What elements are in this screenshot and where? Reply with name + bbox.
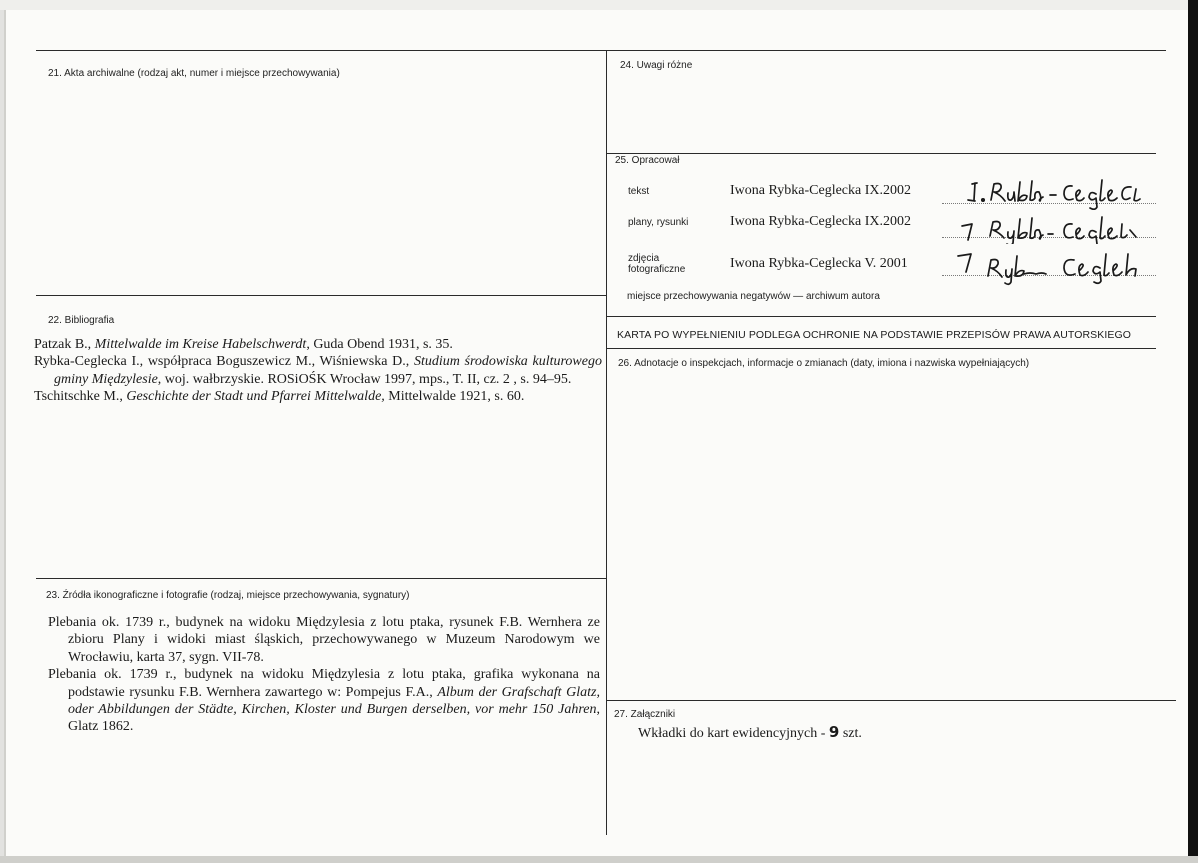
rule-26-27 — [606, 700, 1176, 701]
attachments-text — [638, 723, 862, 742]
attachments-description: Wkładki do kart ewidencyjnych - — [638, 726, 829, 741]
entry-details: , Glatz 1862. — [68, 702, 600, 735]
iconography-entry — [48, 666, 600, 736]
signature-image — [950, 176, 1160, 210]
rule-note-26 — [606, 348, 1156, 349]
entry-author: Patzak B., — [34, 337, 95, 352]
author-row-label-text: tekst — [628, 186, 650, 197]
entry-title: Studium środowiska kulturowego gminy Międzylesie — [54, 354, 602, 387]
author-row-value-text: Iwona Rybka-Ceglecka IX.2002 — [730, 183, 911, 198]
section-21-label: 21. Akta archiwalne (rodzaj akt, numer i miejsce przechowywania) — [48, 68, 340, 79]
section-26-label: 26. Adnotacje o inspekcjach, informacje o zmianach (daty, imiona i nazwiska wypełniających) — [618, 358, 1030, 369]
negatives-location-text: miejsce przechowywania negatywów — archiwum autora — [627, 291, 880, 302]
bibliography-list — [34, 336, 602, 406]
photos-row-value-text: Iwona Rybka-Ceglecka V. 2001 — [730, 256, 908, 271]
entry-title: Mittelwalde im Kreise Habelschwerdt — [94, 337, 307, 352]
entry-title: Geschichte der Stadt und Pfarrei Mittelwalde, — [126, 389, 385, 405]
entry-details: , woj. wałbrzyskie. ROSiOŚK Wrocław 1997, mps., T. II, cz. 2 , s. 94–95. — [157, 371, 572, 387]
iconography-entry — [48, 614, 600, 666]
drawings-row-value-text: Iwona Rybka-Ceglecka IX.2002 — [730, 214, 911, 229]
entry-text: Plebania ok. 1739 r., budynek na widoku Międzylesia z lotu ptaka, rysunek F.B. Wernhera ze zbioru Plany i widoki miast śląskich, przechowywanego w Muzeum Narodowym we Wrocławiu, karta 37, sygn. VII-78. — [48, 615, 600, 665]
entry-details: , Guda Obend 1931, s. 35. — [306, 337, 453, 352]
entry-text: Plebania ok. 1739 r., budynek na widoku Międzylesia z lotu ptaka, grafika wykonana na podstawie rysunku F.B. Wernhera zawartego w: Pompejus F.A., — [48, 667, 600, 700]
rule-24-25 — [606, 153, 1156, 154]
scan-top-strip — [0, 0, 1198, 10]
copyright-notice: KARTA PO WYPEŁNIENIU PODLEGA OCHRONIE NA PODSTAWIE PRZEPISÓW PRAWA AUTORSKIEGO — [617, 329, 1132, 341]
section-22-label: 22. Bibliografia — [48, 315, 115, 326]
top-rule — [36, 50, 1166, 51]
drawings-row-label-text: plany, rysunki — [628, 217, 689, 228]
signature-image — [950, 248, 1160, 288]
scan-bottom-edge — [0, 856, 1198, 863]
attachments-unit: szt. — [839, 726, 862, 741]
entry-author: Tschitschke M., — [34, 389, 127, 405]
bibliography-entry — [34, 388, 602, 405]
iconography-list — [48, 614, 600, 736]
attachments-count: 9 — [828, 723, 840, 741]
photos-label-line-1: zdjęcia — [628, 253, 660, 264]
rule-21-22 — [36, 295, 606, 296]
rule-25-note — [606, 316, 1156, 317]
section-23-label: 23. Źródła ikonograficzne i fotografie (rodzaj, miejsce przechowywania, sygnatury) — [46, 590, 410, 601]
photos-label-line-2: fotograficzne — [628, 264, 686, 275]
bibliography-entry — [34, 336, 602, 353]
entry-author: Rybka-Ceglecka I., współpraca Boguszewicz M., Wiśniewska D., — [34, 354, 414, 370]
signature-image — [950, 210, 1160, 244]
photos-row-label-text — [628, 253, 685, 275]
section-25-label: 25. Opracował — [615, 155, 680, 166]
rule-22-23 — [36, 578, 606, 579]
center-divider — [606, 50, 607, 835]
section-24-label: 24. Uwagi różne — [620, 60, 693, 71]
entry-details: Mittelwalde 1921, s. 60. — [384, 389, 525, 405]
bibliography-entry — [34, 353, 602, 388]
section-27-label: 27. Załączniki — [614, 709, 676, 720]
scan-right-edge — [1188, 0, 1198, 863]
entry-title: Album der Grafschaft Glatz, oder Abbildungen der Städte, Kirchen, Kloster und Burgen derselben, vor mehr 150 Jahren — [68, 684, 600, 718]
